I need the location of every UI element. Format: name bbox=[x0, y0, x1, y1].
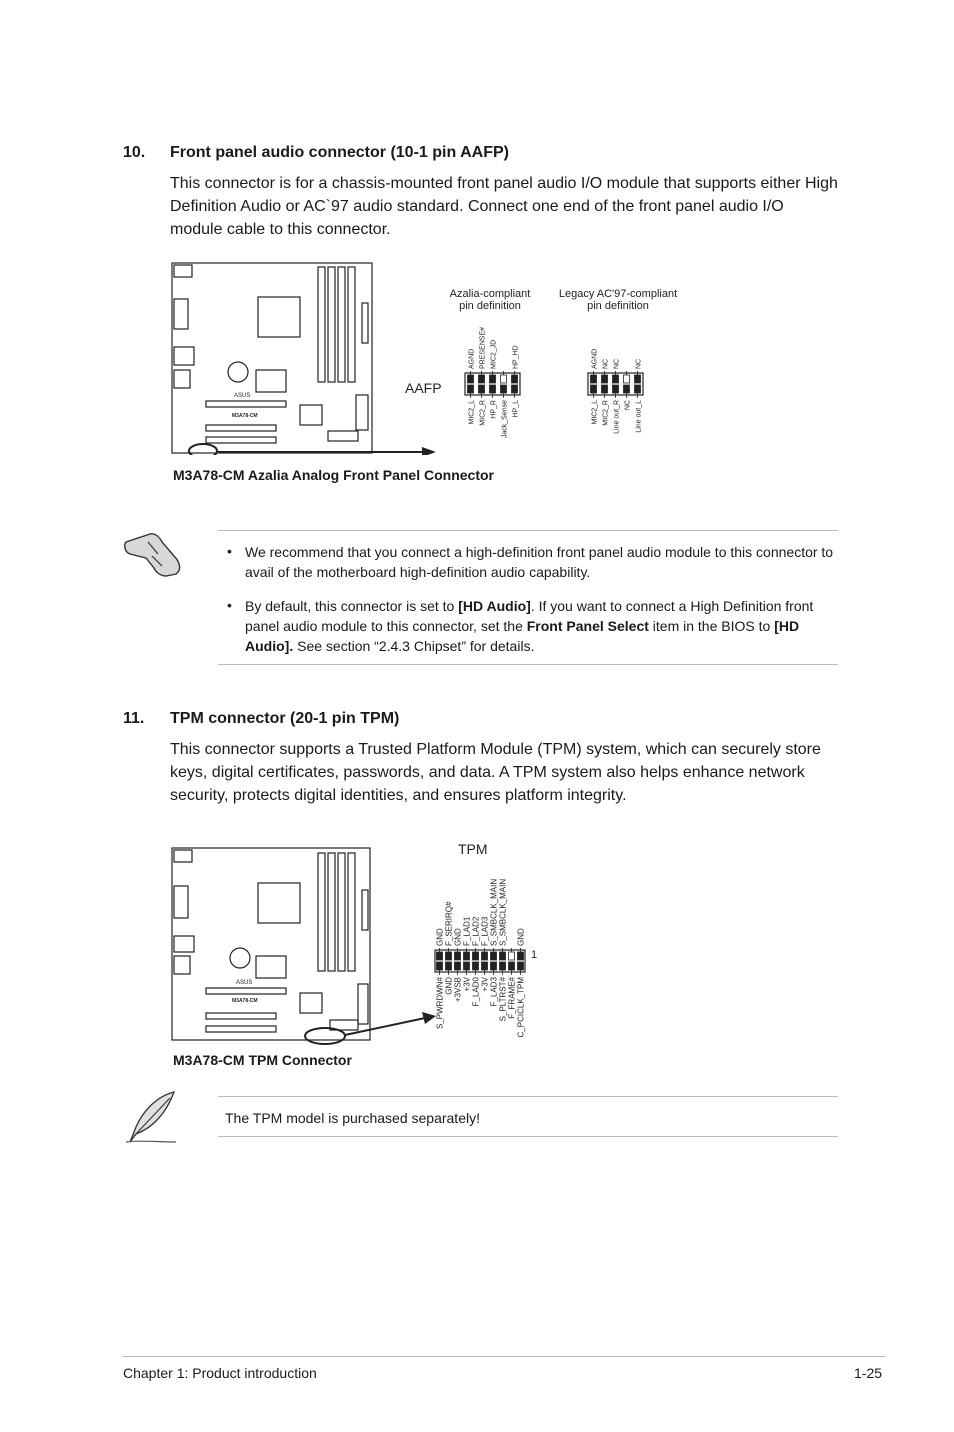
board-model-label: M3A78-CM bbox=[232, 413, 258, 419]
tpm-top-pin-label: F_LAD1 bbox=[462, 916, 472, 946]
azalia-pin-top bbox=[512, 375, 518, 383]
ac97-top-pin-label: NC bbox=[602, 358, 610, 369]
azalia-bottom-pin-label: MIC2_L bbox=[468, 400, 476, 425]
tpm-pin-bottom bbox=[464, 962, 470, 970]
bullet2-hd-audio-2: [HD Audio]. bbox=[245, 618, 800, 654]
tpm-bottom-pin-label: +3V bbox=[462, 977, 472, 992]
tpm-pin-bottom bbox=[482, 962, 488, 970]
tpm-pin-top bbox=[473, 952, 479, 960]
azalia-pin-bottom bbox=[490, 385, 496, 393]
note1-top-rule bbox=[218, 530, 838, 531]
azalia-title-line2: pin definition bbox=[459, 300, 521, 312]
bullet2-front-panel-select: Front Panel Select bbox=[526, 618, 649, 634]
motherboard-outline-2 bbox=[172, 848, 370, 1044]
note1-bullet1-text: We recommend that you connect a high-definition front panel audio module to this connector to avail of the motherboard high-definition audio capability. bbox=[245, 544, 834, 580]
ac97-bottom-pin-label: Line out_L bbox=[635, 400, 643, 433]
azalia-top-pin-label: HP_HD bbox=[512, 345, 520, 369]
ac97-top-pin-label: AGND bbox=[591, 348, 599, 369]
tpm-top-pin-label: S_SMBCLK_MAIN bbox=[489, 878, 499, 946]
ac97-pin-top bbox=[613, 375, 619, 383]
tpm-connector-label: TPM bbox=[458, 841, 488, 857]
motherboard-outline bbox=[172, 263, 372, 455]
ac97-pin-bottom bbox=[591, 385, 597, 393]
board-brand-label-2: ASUS bbox=[236, 980, 253, 986]
aafp-diagram-caption: M3A78-CM Azalia Analog Front Panel Connector bbox=[173, 467, 494, 483]
board-brand-label: ASUS bbox=[234, 393, 251, 399]
tpm-bottom-pin-label: F_FRAME# bbox=[507, 977, 517, 1019]
ac97-top-pin-label: NC bbox=[635, 358, 643, 369]
azalia-pin-top bbox=[501, 375, 507, 383]
tpm-pin-top bbox=[455, 952, 461, 960]
arrow-head-icon bbox=[422, 447, 436, 455]
section-11-body: This connector supports a Trusted Platform Module (TPM) system, which can securely store keys, digital certificates, passwords, and data. A TPM system also helps enhance network security, protects digital identities, and ensures platform integrity. bbox=[170, 741, 821, 804]
tpm-pin-top bbox=[482, 952, 488, 960]
tpm-top-pin-label: S_SMBCLK_MAIN bbox=[498, 878, 508, 946]
tpm-bottom-pin-label: +3V bbox=[480, 977, 490, 992]
aafp-connector-label: AAFP bbox=[405, 380, 442, 396]
tpm-top-pin-label: GND bbox=[435, 928, 445, 946]
section-10-title: Front panel audio connector (10-1 pin AAFP) bbox=[170, 144, 509, 161]
tpm-pin-top bbox=[491, 952, 497, 960]
footer-page-number: 1-25 bbox=[854, 1365, 883, 1381]
note2-text: The TPM model is purchased separately! bbox=[225, 1110, 480, 1126]
tpm-pin-bottom bbox=[518, 962, 524, 970]
tpm-pin-bottom bbox=[491, 962, 497, 970]
tpm-diagram bbox=[160, 838, 560, 1053]
bullet2-part-c: . If you want to connect a High Definition front panel audio module to this connector, set the bbox=[245, 598, 814, 634]
ac97-title-line1: Legacy AC'97-compliant bbox=[558, 288, 678, 300]
feather-quill-icon bbox=[122, 1088, 182, 1146]
section-10-number: 10. bbox=[123, 144, 146, 161]
tpm-bottom-pin-label: S_PLTRST# bbox=[498, 977, 508, 1022]
aafp-diagram bbox=[160, 255, 700, 455]
azalia-pin-top bbox=[468, 375, 474, 383]
ac97-bottom-pin-label: NC bbox=[624, 400, 632, 411]
ac97-pin-top bbox=[624, 375, 630, 383]
footer-chapter: Chapter 1: Product introduction bbox=[123, 1365, 317, 1381]
tpm-top-pin-label: F_LAD3 bbox=[480, 916, 490, 946]
azalia-bottom-pin-label: MIC2_R bbox=[479, 400, 487, 426]
note1-bullet2-dot: • bbox=[227, 597, 232, 613]
tpm-pin-header bbox=[435, 879, 526, 1038]
ac97-bottom-pin-label: Line out_R bbox=[613, 400, 621, 434]
tpm-pin-bottom bbox=[437, 962, 443, 970]
ac97-title-line2: pin definition bbox=[587, 300, 649, 312]
ac97-pin-top bbox=[602, 375, 608, 383]
azalia-pin-bottom bbox=[512, 385, 518, 393]
note1-bullet1-dot: • bbox=[227, 543, 232, 559]
hand-pointing-icon bbox=[122, 528, 184, 580]
tpm-pin1-label: 1 bbox=[531, 949, 538, 961]
section-11-title: TPM connector (20-1 pin TPM) bbox=[170, 710, 400, 727]
tpm-pin-top bbox=[446, 952, 452, 960]
tpm-top-pin-label: GND bbox=[453, 928, 463, 946]
note1-bottom-rule bbox=[218, 664, 838, 665]
tpm-pin-top bbox=[500, 952, 506, 960]
ac97-pin-top bbox=[591, 375, 597, 383]
azalia-pin-bottom bbox=[479, 385, 485, 393]
bullet2-hd-audio: [HD Audio] bbox=[458, 598, 531, 614]
tpm-bottom-pin-label: +3VSB bbox=[453, 977, 463, 1003]
tpm-top-pin-label: F_LAD2 bbox=[471, 916, 481, 946]
tpm-pin-bottom bbox=[455, 962, 461, 970]
azalia-top-pin-label: AGND bbox=[468, 348, 476, 369]
tpm-pin-top bbox=[437, 952, 443, 960]
tpm-pin-top bbox=[509, 952, 515, 960]
ac97-bottom-pin-label: MIC2_L bbox=[591, 400, 599, 425]
note1-bullet2-text bbox=[245, 596, 840, 656]
azalia-pin-bottom bbox=[501, 385, 507, 393]
azalia-pin-top bbox=[479, 375, 485, 383]
section-10-body: This connector is for a chassis-mounted front panel audio I/O module that supports either High Definition Audio or AC`97 audio standard. Connect one end of the front panel audio I/O module cable to this connector. bbox=[170, 175, 838, 238]
bullet2-part-g: See section “2.4.3 Chipset” for details. bbox=[293, 638, 535, 654]
tpm-bottom-pin-label: GND bbox=[444, 977, 454, 995]
footer-rule bbox=[122, 1356, 886, 1357]
azalia-top-pin-label: MIC2_JD bbox=[490, 339, 498, 369]
aafp-pin-headers bbox=[465, 327, 643, 438]
tpm-pin-top bbox=[518, 952, 524, 960]
ac97-pin-top bbox=[635, 375, 641, 383]
azalia-bottom-pin-label: Jack_Sense bbox=[501, 400, 509, 439]
note2-top-rule bbox=[218, 1096, 838, 1097]
tpm-top-pin-label: GND bbox=[516, 928, 526, 946]
section-11-number: 11. bbox=[123, 710, 145, 727]
azalia-pin-top bbox=[490, 375, 496, 383]
azalia-pin-bottom bbox=[468, 385, 474, 393]
ac97-bottom-pin-label: MIC2_R bbox=[602, 400, 610, 426]
tpm-pin-bottom bbox=[500, 962, 506, 970]
tpm-bottom-pin-label: F_LAD3 bbox=[489, 977, 499, 1007]
tpm-bottom-pin-label: C_PCICLK_TPM bbox=[516, 977, 526, 1038]
board-model-label-2: M3A78-CM bbox=[232, 998, 258, 1004]
tpm-bottom-pin-label: F_LAD0 bbox=[471, 977, 481, 1007]
ac97-pin-bottom bbox=[602, 385, 608, 393]
ac97-pin-bottom bbox=[613, 385, 619, 393]
azalia-bottom-pin-label: HP_R bbox=[490, 400, 498, 419]
tpm-diagram-caption: M3A78-CM TPM Connector bbox=[173, 1052, 352, 1068]
arrow-head-icon-2 bbox=[422, 1012, 436, 1024]
tpm-top-pin-label: F_SERIRQ# bbox=[444, 901, 454, 946]
tpm-pin-bottom bbox=[509, 962, 515, 970]
azalia-bottom-pin-label: HP_L bbox=[512, 400, 520, 418]
ac97-top-pin-label: NC bbox=[613, 358, 621, 369]
bullet2-part-e: item in the BIOS to bbox=[648, 618, 775, 634]
note2-bottom-rule bbox=[218, 1136, 838, 1137]
tpm-pin-top bbox=[464, 952, 470, 960]
ac97-pin-bottom bbox=[635, 385, 641, 393]
azalia-title-line1: Azalia-compliant bbox=[449, 288, 531, 300]
bullet2-part-a: By default, this connector is set to bbox=[245, 598, 459, 614]
tpm-pin-bottom bbox=[446, 962, 452, 970]
ac97-pin-bottom bbox=[624, 385, 630, 393]
tpm-pin-bottom bbox=[473, 962, 479, 970]
tpm-bottom-pin-label: S_PWRDWN# bbox=[435, 977, 445, 1030]
azalia-top-pin-label: PRESENSE# bbox=[479, 326, 487, 369]
